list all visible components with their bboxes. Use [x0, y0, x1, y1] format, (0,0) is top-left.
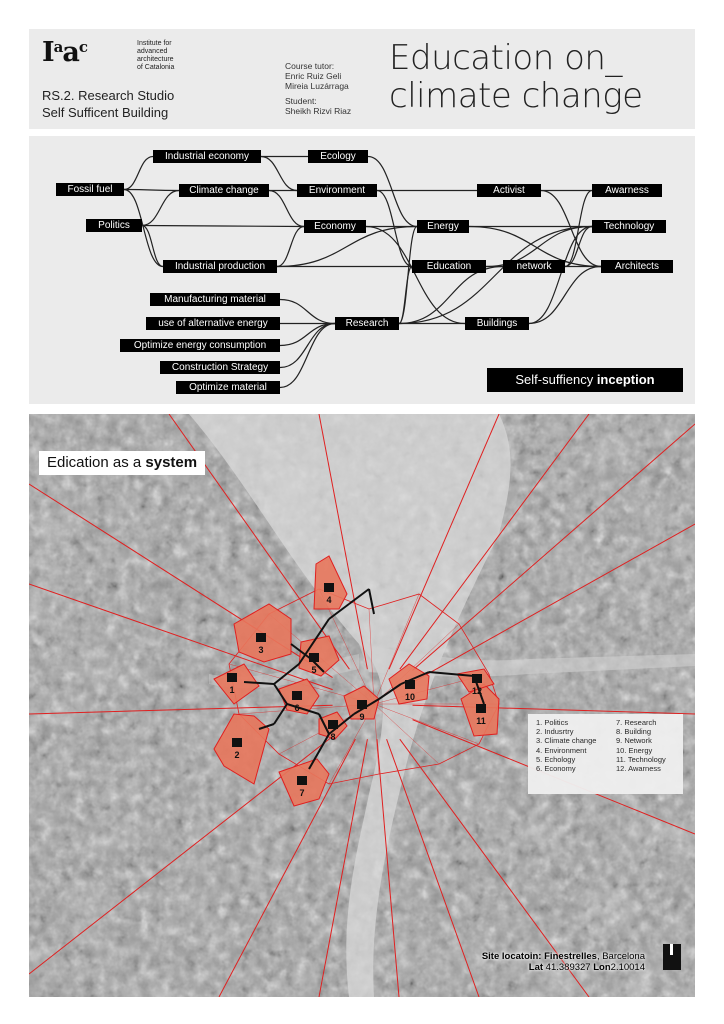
node-ecology: Ecology: [308, 150, 368, 163]
connector-fossil-fuel-to-industrial-economy: [124, 157, 153, 190]
node-economy: Economy: [304, 220, 366, 233]
node-industrial-economy: Industrial economy: [153, 150, 261, 163]
zone-icon: [297, 776, 307, 785]
zone-icon: [232, 738, 242, 747]
student-label: Student:: [285, 96, 317, 106]
zone-number-7: 7: [299, 788, 305, 798]
zone-number-12: 12: [471, 686, 483, 696]
connector-research-to-education: [399, 267, 412, 324]
zone-icon: [405, 680, 415, 689]
logo-caption: [137, 40, 207, 72]
connector-research-to-network: [399, 267, 503, 324]
zone-number-9: 9: [359, 712, 365, 722]
title-line-2: climate change: [389, 76, 643, 116]
legend-column-2: [616, 718, 666, 773]
site-place: Finestrelles: [544, 951, 597, 962]
connector-buildings-to-architects: [529, 267, 601, 324]
zone-number-11: 11: [476, 716, 486, 726]
node-industrial-production: Industrial production: [163, 260, 277, 273]
connector-industrial-production-to-economy: [277, 227, 304, 267]
zone-icon: [472, 674, 482, 683]
legend-item: 6. Economy: [536, 764, 576, 774]
node-activist: Activist: [477, 184, 541, 197]
legend-item: 4. Environment: [536, 745, 587, 755]
node-construction-strategy: Construction Strategy: [160, 361, 280, 374]
connector-politics-to-economy: [142, 226, 304, 227]
logo-line: advanced: [137, 48, 168, 55]
zone-number-3: 3: [258, 645, 264, 655]
site-map: [29, 414, 695, 997]
zone-icon: [292, 691, 302, 700]
zone-icon: [227, 673, 237, 682]
zone-number-8: 8: [330, 732, 336, 742]
node-awareness: Awarness: [592, 184, 662, 197]
legend-item: 9. Network: [616, 736, 652, 746]
node-climate-change: Climate change: [179, 184, 269, 197]
node-network: network: [503, 260, 565, 273]
connector-research-to-technology: [399, 227, 592, 324]
zone-number-4: 4: [326, 595, 332, 605]
zone-icon: [256, 633, 266, 642]
north-marker-icon: [663, 944, 681, 970]
connector-manufacturing-material-to-research: [280, 300, 335, 324]
zone-icon: [324, 583, 334, 592]
credits: [285, 61, 351, 116]
inception-banner: [487, 368, 683, 392]
legend-item: 5. Echology: [536, 754, 576, 764]
iaac-logo: $I^aa^c$: [42, 37, 88, 68]
legend-column-1: [536, 718, 596, 773]
legend-item: 12. Awarness: [616, 764, 661, 774]
node-manufacturing-material: Manufacturing material: [150, 293, 280, 306]
page-title: [389, 39, 643, 115]
zone-icon: [357, 700, 367, 709]
connector-optimize-energy-to-research: [280, 324, 335, 346]
logo-line: Institute for: [137, 40, 172, 47]
tutor-label: Course tutor:: [285, 61, 335, 71]
node-politics: Politics: [86, 219, 142, 232]
studio-title: RS.2. Research Studio: [42, 88, 175, 103]
lat-value: 41.389327: [545, 962, 591, 973]
connector-buildings-to-technology: [529, 227, 592, 324]
node-architects: Architects: [601, 260, 673, 273]
connector-politics-to-climate-change: [142, 191, 179, 226]
node-energy: Energy: [417, 220, 469, 233]
connector-construction-strategy-to-research: [280, 324, 335, 368]
node-technology: Technology: [592, 220, 666, 233]
legend-item: 7. Research: [616, 718, 657, 727]
legend-item: 1. Politics: [536, 718, 569, 727]
connector-politics-to-industrial-production: [142, 226, 163, 267]
node-optimize-material: Optimize material: [176, 381, 280, 394]
concept-flow-diagram: [29, 136, 695, 404]
node-buildings: Buildings: [465, 317, 529, 330]
header-panel: [29, 29, 695, 129]
zone-number-6: 6: [294, 703, 300, 713]
legend-item: 8. Building: [616, 727, 652, 737]
node-environment: Environment: [297, 184, 377, 197]
legend-item: 11. Technology: [616, 754, 666, 764]
zone-legend: [528, 714, 683, 794]
zone-number-2: 2: [234, 750, 240, 760]
connector-environment-to-education: [377, 191, 412, 267]
legend-item: 2. Indusrtry: [536, 727, 574, 737]
system-label-text: Edication as a: [47, 454, 146, 471]
inception-text: Self-suffiency: [515, 372, 597, 387]
studio-info: [42, 87, 174, 121]
tutor-name: Enric Ruiz Geli: [285, 71, 342, 81]
zone-icon: [328, 720, 338, 729]
connector-economy-to-buildings: [366, 227, 465, 324]
node-fossil-fuel: Fossil fuel: [56, 183, 124, 196]
inception-bold-text: inception: [596, 372, 655, 387]
logo-line: architecture: [137, 56, 174, 63]
connector-optimize-material-to-research: [280, 324, 335, 388]
site-city: , Barcelona: [596, 951, 645, 962]
system-label: [39, 451, 205, 475]
site-label: Site locatoin:: [481, 951, 545, 962]
zone-number-5: 5: [311, 665, 317, 675]
zone-icon: [476, 704, 486, 713]
zone-number-10: 10: [404, 692, 416, 702]
flow-connectors: [29, 136, 695, 404]
zone-number-1: 1: [229, 685, 235, 695]
logo-line: of Catalonia: [137, 64, 175, 71]
lon-label: Lon: [590, 962, 611, 973]
site-aerial-drawing: [29, 414, 695, 997]
lat-label: Lat: [528, 962, 546, 973]
title-line-1: Education on_: [389, 38, 622, 78]
node-education: Education: [412, 260, 486, 273]
legend-item: 3. Climate change: [536, 736, 597, 746]
node-alternative-energy: use of alternative energy: [146, 317, 280, 330]
lon-value: 2.10014: [610, 962, 645, 973]
system-label-bold: system: [145, 454, 198, 471]
student-name: Sheikh Rizvi Riaz: [285, 106, 352, 116]
connector-fossil-fuel-to-climate-change: [124, 190, 179, 191]
node-optimize-energy: Optimize energy consumption: [120, 339, 280, 352]
studio-subtitle: Self Sufficent Building: [42, 105, 169, 120]
site-location: [482, 951, 645, 973]
legend-item: 10. Energy: [616, 745, 653, 755]
node-research: Research: [335, 317, 399, 330]
tutor-name: Mireia Luzárraga: [285, 81, 349, 91]
zone-icon: [309, 653, 319, 662]
